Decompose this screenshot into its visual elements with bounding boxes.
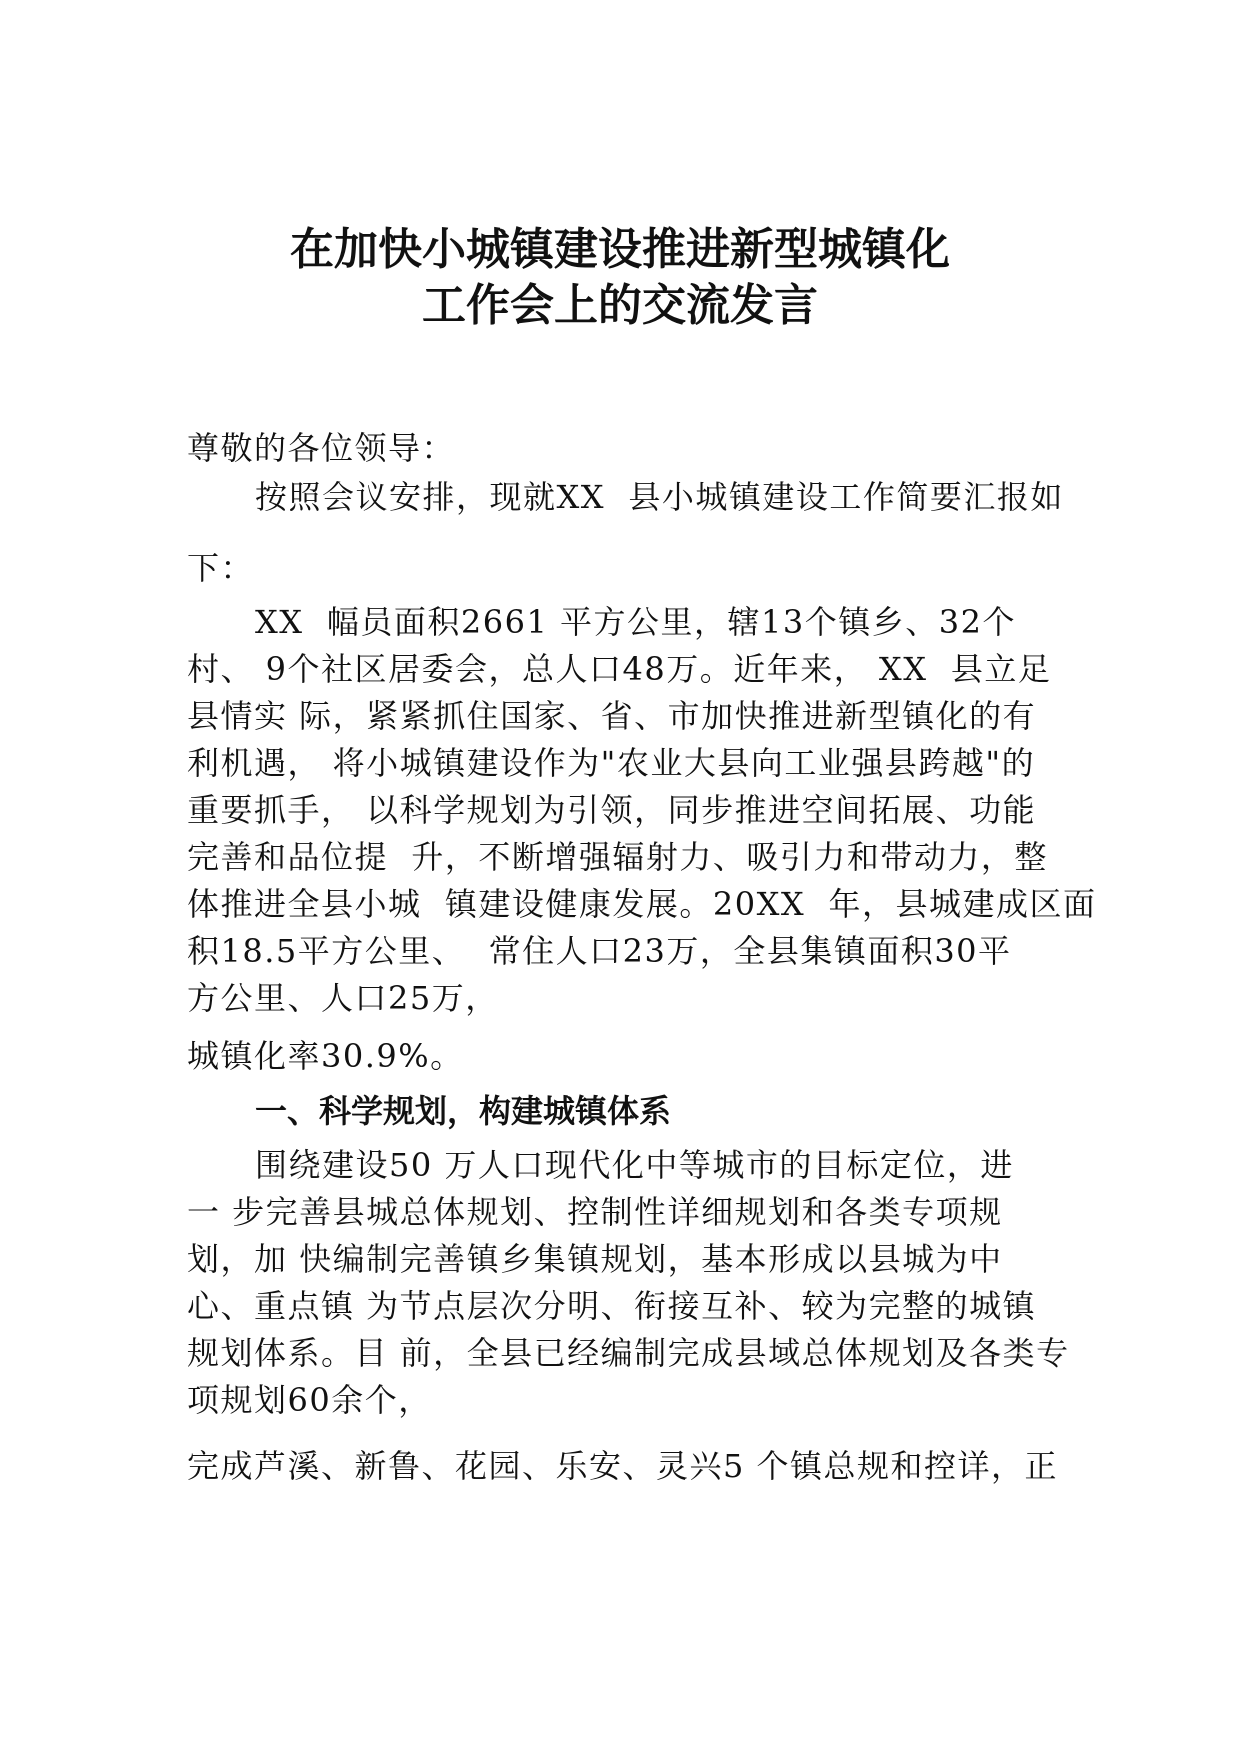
para1-line-4: 利机遇， 将小城镇建设作为"农业大县向工业强县跨越"的: [187, 744, 1036, 782]
para2-line-6: 项规划60余个，: [187, 1381, 432, 1419]
para1-line-7: 体推进全县小城 镇建设健康发展。20XX 年，县城建成区面: [187, 885, 1097, 923]
salutation: 尊敬的各位领导：: [187, 429, 456, 467]
para2-line-2: 一 步完善县城总体规划、控制性详细规划和各类专项规: [187, 1193, 1003, 1231]
intro-line-2: 下：: [187, 549, 255, 587]
para1-line-5: 重要抓手， 以科学规划为引领，同步推进空间拓展、功能: [187, 791, 1037, 829]
para1-line-6: 完善和品位提 升，不断增强辐射力、吸引力和带动力，整: [187, 838, 1048, 876]
para1-line-2: 村、 9个社区居委会，总人口48万。近年来， XX 县立足: [187, 650, 1052, 688]
para1-line-1: XX 幅员面积2661 平方公里，辖13个镇乡、32个: [255, 603, 1016, 641]
para1-line-9: 方公里、人口25万，: [187, 979, 499, 1017]
section-1-heading: 一、科学规划，构建城镇体系: [255, 1092, 672, 1130]
para1-line-3: 县情实 际，紧紧抓住国家、省、市加快推进新型镇化的有: [187, 697, 1037, 735]
para2-line-1: 围绕建设50 万人口现代化中等城市的目标定位，进: [255, 1146, 1014, 1184]
para1-end: 城镇化率30.9%。: [187, 1037, 464, 1075]
title-line-2: 工作会上的交流发言: [422, 280, 818, 331]
intro-line-1: 按照会议安排，现就XX 县小城镇建设工作简要汇报如: [255, 478, 1064, 516]
para1-line-8: 积18.5平方公里、 常住人口23万，全县集镇面积30平: [187, 932, 1012, 970]
para2-line-4: 心、重点镇 为节点层次分明、衔接互补、较为完整的城镇: [187, 1287, 1037, 1325]
para3-line-1: 完成芦溪、新鲁、花园、乐安、灵兴5 个镇总规和控详，正: [187, 1447, 1059, 1485]
para2-line-5: 规划体系。目 前，全县已经编制完成县域总体规划及各类专: [187, 1334, 1070, 1372]
para2-line-3: 划，加 快编制完善镇乡集镇规划，基本形成以县城为中: [187, 1240, 1003, 1278]
title-line-1: 在加快小城镇建设推进新型城镇化: [290, 224, 950, 275]
